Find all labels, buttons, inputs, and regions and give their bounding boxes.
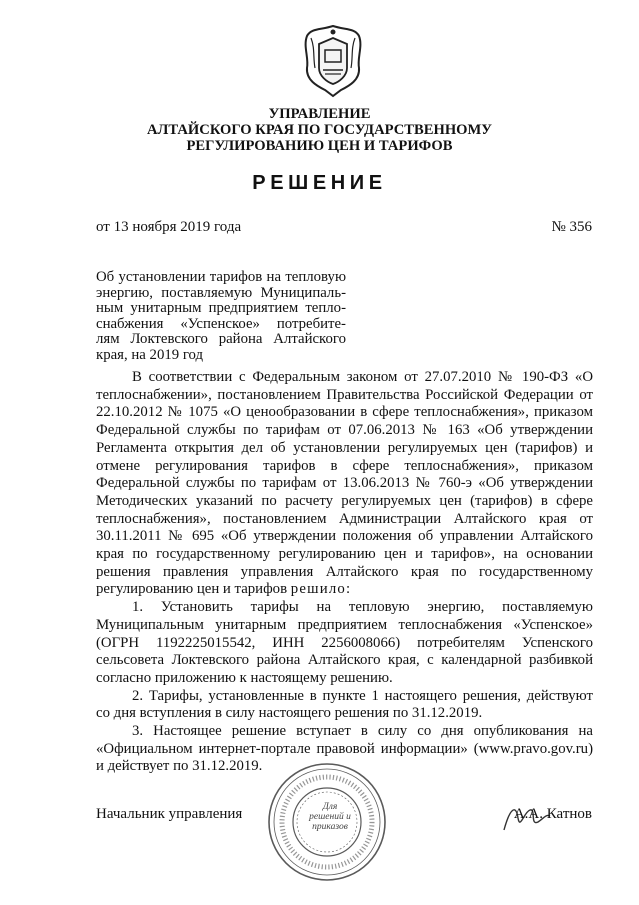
subject-line: Об установлении тарифов на тепловую [96,269,346,285]
subject-line: снабжения «Успенское» потребите- [96,315,346,332]
document-body [96,369,593,776]
subject-line: лям Локтевского района Алтайского [96,331,346,348]
item-2-line: 2. Тарифы, установленные в пункте 1 настоящего решения, действуют [132,687,593,704]
document-subject [96,270,346,364]
item-1-line: сельсовета Локтевского района Алтайского края, с календарной разбивкой [96,652,593,669]
body-line: В соответствии с Федеральным законом от 27.07.2010 № 190-ФЗ «О [132,369,593,385]
document-number: № 356 [551,219,592,235]
body-line: Федеральной службы по тарифам от 07.06.2013 № 163 «Об утверждении [96,422,593,439]
document-date: от 13 ноября 2019 года [96,219,242,235]
item-3-line: «Официальном интернет-портале правовой информации» (www.pravo.gov.ru) [96,740,593,757]
agency-header [0,106,639,154]
item-1-line: 1. Установить тарифы на тепловую энергию, поставляемую [132,599,593,616]
agency-line: РЕГУЛИРОВАНИЮ ЦЕН И ТАРИФОВ [186,138,453,154]
document-title: РЕШЕНИЕ [252,172,387,194]
body-line: решения правления управления Алтайского края по государственному [96,563,593,580]
signer-name: А.А. Катнов [513,806,592,822]
subject-line: энергию, поставляемую Муниципаль- [96,284,346,301]
body-line: 22.10.2012 № 1075 «О ценообразовании в сфере теплоснабжения», приказом [96,404,593,421]
body-line-resolution [96,581,593,599]
coat-of-arms-icon [301,24,365,98]
body-line: теплоснабжении», постановлением Правительства Российской Федерации от [96,386,593,403]
body-line: 30.11.2011 № 695 «Об утверждении положения об управлении Алтайского [96,528,593,545]
body-line: Регламента открытия дел об установлении регулируемых цен (тарифов) и [96,439,593,456]
item-1-line: согласно приложению к настоящему решению. [96,669,393,686]
item-1-line: Муниципальным унитарным предприятием теплоснабжения «Успенское» [96,616,593,633]
body-line: отмене регулирования тарифов в сфере теплоснабжения», приказом [96,457,593,474]
stamp-note: Для решений и приказов [309,802,351,832]
agency-line: АЛТАЙСКОГО КРАЯ ПО ГОСУДАРСТВЕННОМУ [146,122,493,138]
body-line: края по государственному регулированию цен и тарифов», на основании [96,546,593,563]
body-line: теплоснабжения», постановлением Администрации Алтайского края от [96,510,593,527]
subject-line: края, на 2019 год [96,346,204,363]
subject-line: ным унитарным предприятием тепло- [96,300,346,317]
item-3-line: и действует по 31.12.2019. [96,758,263,775]
body-line: Федеральной службы по тарифам от 13.06.2013 № 760-э «Об утверждении [96,475,593,492]
signer-position: Начальник управления [96,806,243,822]
item-1-line: (ОГРН 1192225015542, ИНН 2256008066) потребителям Успенского [96,634,593,651]
resolved-word: решило [290,581,347,598]
item-2-line: со дня вступления в силу настоящего решения по 31.12.2019. [96,705,483,722]
agency-line: УПРАВЛЕНИЕ [268,106,371,122]
body-text: регулированию цен и тарифов [96,581,288,598]
body-line: Методических указаний по расчету регулируемых цен (тарифов) в сфере [96,492,593,509]
item-3-line: 3. Настоящее решение вступает в силу со дня опубликования на [132,723,593,740]
resolved-colon: : [346,581,351,598]
